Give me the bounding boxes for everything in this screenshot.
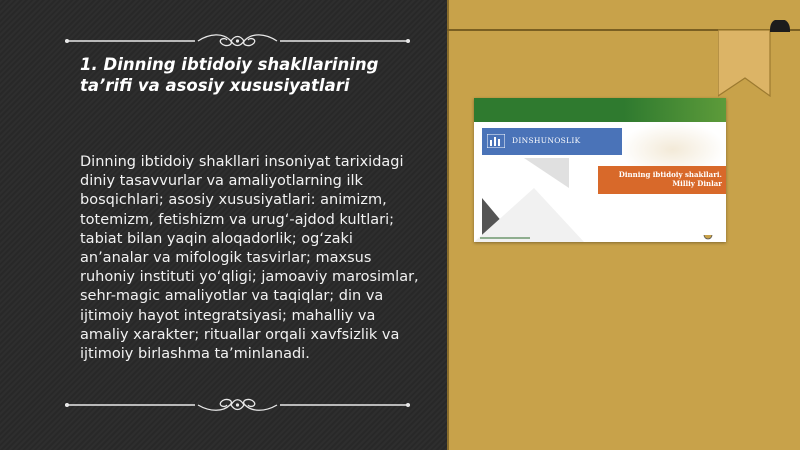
thumbnail-caption-box (598, 166, 726, 194)
slide-thumbnail[interactable] (474, 98, 726, 242)
thumbnail-banner-text: DINSHUNOSLIK (512, 136, 581, 145)
bar-chart-logo-icon (487, 134, 505, 148)
top-flourish-icon (65, 31, 410, 51)
bottom-flourish-icon (65, 393, 410, 413)
bookmark-ribbon-icon (718, 20, 792, 98)
thumbnail-green-fade (624, 98, 726, 122)
thumbnail-caption-line1: Dinning ibtidoiy shakllari. (618, 170, 722, 179)
thumbnail-banner (482, 128, 622, 155)
thumbnail-caption-line2: Milliy Dinlar (672, 179, 722, 188)
panel-divider (447, 0, 449, 450)
slide-body: Dinning ibtidoiy shakllari insoniyat tarixidagi diniy tasavvurlar va amaliyotlarning ilk bosqichlari; asosiy xususiyatlari: animizm, totemizm, fetishizm va urug‘-ajdod kultlari; tabiat bilan yaqin aloqadorlik; og‘zaki an’analar va mifologik tasvirlar; maxsus ruhoniy instituti yo‘qligi; jamoaviy marosimlar, sehr-magic amaliyotlar va taqiqlar; din va ijtimoiy hayot integratsiyasi; mahalliy va amaliy xarakter; rituallar orqali xavfsizlik va ijtimoiy birlashma ta’minlanadi. (80, 154, 419, 363)
slide-title: 1. Dinning ibtidoiy shakllarining ta’rifi va asosiy xususiyatlari (80, 55, 379, 95)
thumbnail-footer (474, 235, 726, 242)
